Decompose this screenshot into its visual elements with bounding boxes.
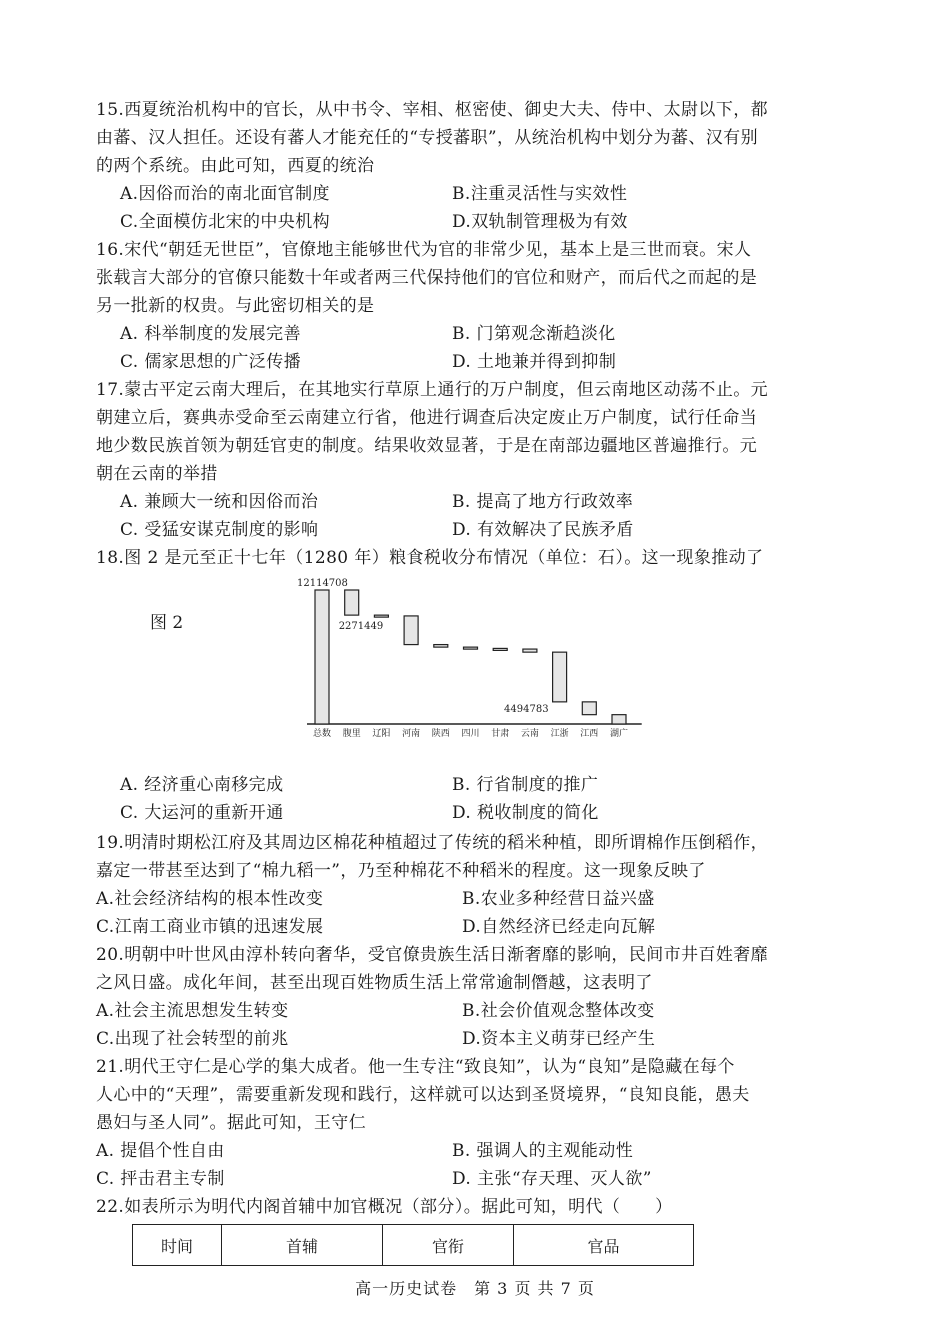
q16-line-3: 另一批新的权贵。与此密切相关的是 [96,296,375,316]
category-label: 辽阳 [372,729,391,739]
category-label: 云南 [520,729,539,739]
table-header-row [133,1225,694,1266]
category-label: 四川 [461,729,480,739]
q17-option-c: C. 受猛安谋克制度的影响 [120,520,319,540]
chart-svg [150,574,650,744]
q17-line-1: 17.蒙古平定云南大理后，在其地实行草原上通行的万户制度，但云南地区动荡不止。元 [96,380,769,400]
q21-line-1: 21.明代王守仁是心学的集大成者。他一生专注“致良知”，认为“良知”是隐藏在每个 [96,1057,735,1077]
q19-option-d: D.自然经济已经走向瓦解 [462,917,656,937]
q18-option-b: B. 行省制度的推广 [452,775,599,795]
q22-table [132,1224,694,1266]
q15-line-2: 由蕃、汉人担任。还设有蕃人才能充任的“专授蕃职”，从统治机构中划分为蕃、汉有别 [96,128,758,148]
q19-option-c: C.江南工商业市镇的迅速发展 [96,917,324,937]
q16-option-a: A. 科举制度的发展完善 [120,324,301,344]
table-header-cell: 首辅 [222,1225,383,1266]
q20-option-c: C.出现了社会转型的前兆 [96,1029,289,1049]
q20-option-a: A.社会主流思想发生转变 [96,1001,289,1021]
q17-line-2: 朝建立后，赛典赤受命至云南建立行省，他进行调查后决定废止万户制度，试行任命当 [96,408,758,428]
table-header-cell: 时间 [133,1225,222,1266]
data-label: 4494783 [504,703,549,715]
q20-line-2: 之风日盛。成化年间，甚至出现百姓物质生活上常常逾制僭越，这表明了 [96,973,653,993]
q16-line-2: 张载言大部分的官僚只能数十年或者两三代保持他们的官位和财产，而后代之而起的是 [96,268,758,288]
q15-option-b: B.注重灵活性与实效性 [452,184,628,204]
q19-line-2: 嘉定一带甚至达到了“棉九稻一”，乃至种棉花不种稻米的程度。这一现象反映了 [96,861,706,881]
waterfall-bar [345,590,359,615]
q21-option-c: C. 抨击君主专制 [96,1169,225,1189]
category-label: 湖广 [609,729,629,739]
waterfall-bar [523,649,537,652]
q19-option-a: A.社会经济结构的根本性改变 [96,889,324,909]
q18-option-c: C. 大运河的重新开通 [120,803,284,823]
q20-line-1: 20.明朝中叶世风由淳朴转向奢华，受官僚贵族生活日渐奢靡的影响，民间市井百姓奢靡 [96,945,769,965]
q20-option-d: D.资本主义萌芽已经产生 [462,1029,656,1049]
q19-line-1: 19.明清时期松江府及其周边区棉花种植超过了传统的稻米种植，即所谓棉作压倒稻作， [96,833,769,853]
q18-option-a: A. 经济重心南移完成 [120,775,284,795]
data-label: 2271449 [338,621,384,633]
q18-option-d: D. 税收制度的简化 [452,803,599,823]
q21-option-b: B. 强调人的主观能动性 [452,1141,634,1161]
page-footer: 高一历史试卷 第 3 页 共 7 页 [355,1279,595,1298]
figure-label: 图 2 [150,613,184,633]
waterfall-bar [315,590,329,724]
q18-line-1: 18.图 2 是元至正十七年（1280 年）粮食税收分布情况（单位：石）。这一现象推动了 [96,548,764,568]
q15-line-3: 的两个系统。由此可知，西夏的统治 [96,156,375,176]
category-label: 总数 [312,729,332,739]
category-label: 陕西 [431,729,450,739]
q15-line-1: 15.西夏统治机构中的官长，从中书令、宰相、枢密使、御史大夫、侍中、太尉以下，都 [96,100,769,120]
q17-line-4: 朝在云南的举措 [96,464,218,484]
q17-option-b: B. 提高了地方行政效率 [452,492,634,512]
category-label: 腹里 [342,729,361,739]
q17-option-d: D. 有效解决了民族矛盾 [452,520,634,540]
q19-option-b: B.农业多种经营日益兴盛 [462,889,655,909]
q17-line-3: 地少数民族首领为朝廷官吏的制度。结果收效显著，于是在南部边疆地区普遍推行。元 [96,436,758,456]
waterfall-bar [404,616,418,645]
category-label: 江浙 [550,729,569,739]
waterfall-bar [374,615,388,617]
waterfall-bar [582,702,596,715]
q16-option-d: D. 土地兼并得到抑制 [452,352,617,372]
category-label: 河南 [402,729,421,739]
q17-option-a: A. 兼顾大一统和因俗而治 [120,492,319,512]
waterfall-bar [612,715,626,724]
q16-option-c: C. 儒家思想的广泛传播 [120,352,302,372]
q16-option-b: B. 门第观念渐趋淡化 [452,324,616,344]
q15-option-a: A.因俗而治的南北面官制度 [120,184,330,204]
q15-option-d: D.双轨制管理极为有效 [452,212,628,232]
q20-option-b: B.社会价值观念整体改变 [462,1001,655,1021]
data-label: 12114708 [297,578,348,589]
q21-option-a: A. 提倡个性自由 [96,1141,225,1161]
waterfall-bar [553,652,567,702]
tax-distribution-chart [150,574,650,744]
table-header-cell: 官品 [514,1225,694,1266]
q21-option-d: D. 主张“存天理、灭人欲” [452,1169,652,1189]
category-label: 江西 [580,729,599,739]
waterfall-bar [464,647,478,649]
q21-line-2: 人心中的“天理”，需要重新发现和践行，这样就可以达到圣贤境界，“良知良能，愚夫 [96,1085,750,1105]
q15-option-c: C.全面模仿北宋的中央机构 [120,212,331,232]
q22-line-1: 22.如表所示为明代内阁首辅中加官概况（部分）。据此可知，明代（ ） [96,1197,673,1217]
waterfall-bar [434,645,448,648]
table-header-cell: 官衔 [383,1225,514,1266]
category-label: 甘肃 [491,729,510,739]
q21-line-3: 愚妇与圣人同”。据此可知，王守仁 [96,1113,367,1133]
waterfall-bar [493,648,507,650]
q16-line-1: 16.宋代“朝廷无世臣”，官僚地主能够世代为官的非常少见，基本上是三世而衰。宋人 [96,240,752,260]
